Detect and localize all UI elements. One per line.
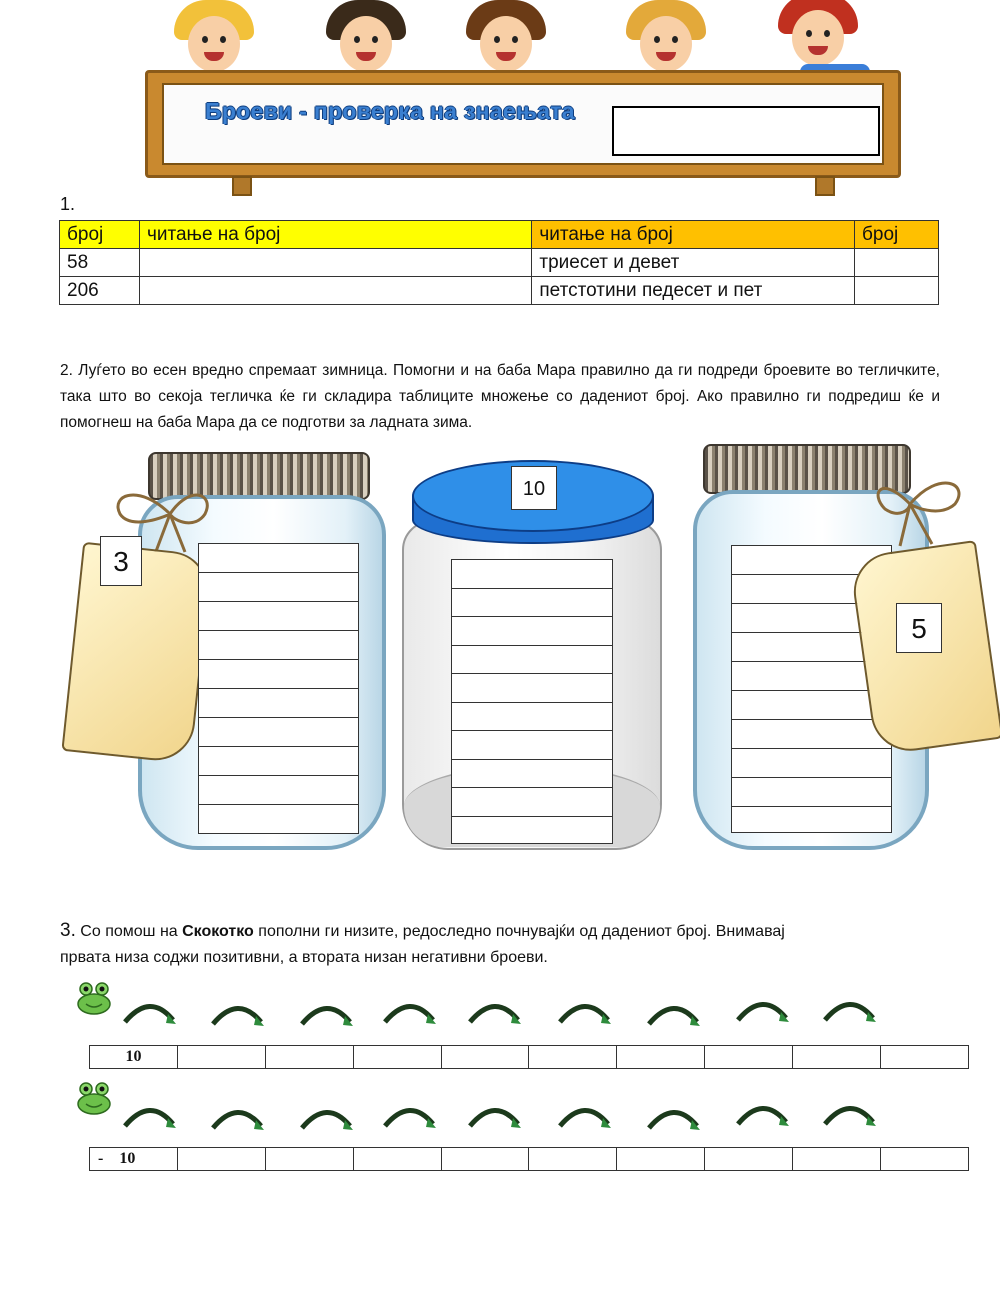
frog-name: Скокотко [182,923,254,940]
question-1-number: 1. [60,194,76,214]
sequence-start-cell [90,1046,178,1069]
given-reading-cell: петстотини педесет и пет [532,277,855,305]
given-reading-cell: триесет и девет [532,249,855,277]
sequence-sign: - [98,1150,104,1167]
question-3-number: 3. [60,920,76,941]
given-number-cell: 58 [60,249,140,277]
sequence-answer-cell[interactable] [353,1046,441,1069]
kid-illustration [782,0,854,72]
sequence-answer-cell[interactable] [705,1046,793,1069]
sequence-start-value: 10 [125,1048,142,1065]
kid-illustration [330,6,402,78]
question-3-text-after: пополни ги низите, редоследно почнувајќи од дадениот број. Внимавај [253,923,785,940]
sequence-answer-cell[interactable] [793,1148,881,1171]
header-cell: читање на број [532,221,855,249]
sequence-start-cell [90,1148,178,1171]
jump-arc-icon [298,1104,356,1134]
jump-arc-icon [466,998,524,1028]
sequence-answer-cell[interactable] [617,1148,705,1171]
sequence-row-negative [89,1147,969,1171]
jar-label-5: 5 [896,603,942,653]
table-row [60,277,939,305]
sequence-answer-cell[interactable] [265,1148,353,1171]
table-header-row [60,221,939,249]
jump-arc-icon [556,998,614,1028]
sequence-answer-cell[interactable] [529,1148,617,1171]
sequence-answer-cell[interactable] [353,1148,441,1171]
jump-arc-icon [734,996,792,1026]
jump-arc-icon [121,998,179,1028]
header-cell: читање на број [139,221,531,249]
question-2-text: 2. Луѓето во есен вредно спремаат зимница. Помогни и на баба Мара правилно да ги подреди броевите во тегличките, така што во секоја тегличка ќе ги складира таблиците множење со дадениот број. Ако правилно ги подредиш ќе и помогнеш на баба Мара да се подготви за ладната зима. [60,362,940,431]
answer-cell[interactable] [855,277,939,305]
answer-cell[interactable] [139,277,531,305]
header-cell: број [60,221,140,249]
question-3-line2: првата низа соджи позитивни, а втората низан негативни броеви. [60,949,548,966]
given-number-cell: 206 [60,277,140,305]
jump-arc-icon [121,1102,179,1132]
sequence-answer-cell[interactable] [793,1046,881,1069]
jar-label-10: 10 [511,466,557,510]
frog-icon [74,980,114,1016]
sequence-start-value: 10 [119,1150,136,1167]
table-row [60,249,939,277]
frog-icon [74,1080,114,1116]
jump-arc-icon [466,1102,524,1132]
jump-arc-icon [645,1104,703,1134]
sequence-answer-cell[interactable] [881,1148,969,1171]
jar-label-3: 3 [100,536,142,586]
question-3-text [60,918,785,971]
sequence-answer-cell[interactable] [177,1148,265,1171]
number-reading-table [59,220,939,305]
jar-answer-slots-middle[interactable] [451,559,613,844]
jump-arc-icon [556,1102,614,1132]
jump-arc-icon [734,1100,792,1130]
kid-illustration [178,6,250,78]
sequence-answer-cell[interactable] [265,1046,353,1069]
jump-arc-icon [821,996,879,1026]
sequence-row-positive [89,1045,969,1069]
board-leg [815,176,835,196]
sequence-answer-cell[interactable] [617,1046,705,1069]
name-input-box[interactable] [612,106,880,156]
sequence-answer-cell[interactable] [177,1046,265,1069]
answer-cell[interactable] [139,249,531,277]
sequence-answer-cell[interactable] [705,1148,793,1171]
answer-cell[interactable] [855,249,939,277]
board-leg [232,176,252,196]
jump-arc-icon [209,1104,267,1134]
kid-illustration [630,6,702,78]
sequence-answer-cell[interactable] [441,1148,529,1171]
sequence-answer-cell[interactable] [529,1046,617,1069]
jump-arc-icon [821,1100,879,1130]
jump-arc-icon [381,1102,439,1132]
kid-illustration [470,6,542,78]
jump-arc-icon [209,1000,267,1030]
sequence-answer-cell[interactable] [881,1046,969,1069]
question-3-text-before: Со помош на [75,923,183,940]
header-cell: број [855,221,939,249]
jump-arc-icon [645,1000,703,1030]
page-title: Броеви - проверка на знаењата [205,98,575,124]
sequence-answer-cell[interactable] [441,1046,529,1069]
jar-answer-slots-left[interactable] [198,543,359,834]
jump-arc-icon [298,1000,356,1030]
twine-bow-icon [870,474,980,554]
jump-arc-icon [381,998,439,1028]
